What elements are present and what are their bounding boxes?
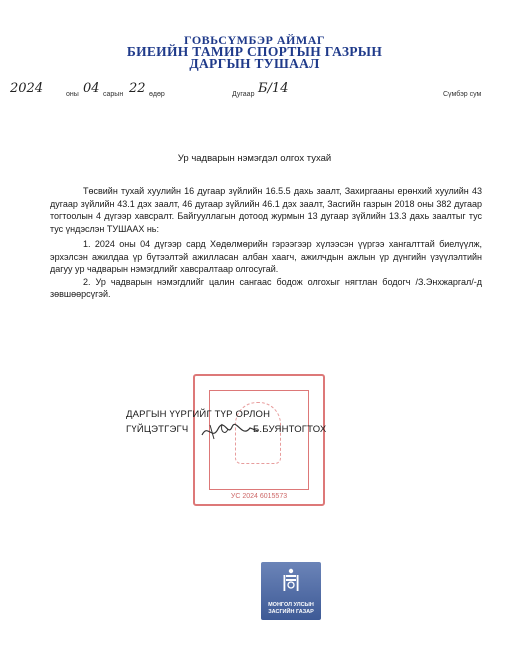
- document-title: Ур чадварын нэмэгдэл олгох тухай: [177, 153, 332, 164]
- stamp-number: УС 2024 6015573: [230, 493, 288, 500]
- meta-month-label: сарын: [103, 91, 124, 98]
- document-body: [50, 185, 482, 301]
- meta-place: Сүмбэр сум: [443, 91, 482, 98]
- header-aimag: ГОВЬСҮМБЭР АЙМАГ: [184, 33, 325, 47]
- meta-number-handwritten: Б/14: [258, 81, 289, 96]
- header-order-type: ДАРГЫН ТУШААЛ: [189, 56, 320, 71]
- meta-number-label: Дугаар: [232, 91, 255, 98]
- body-paragraph-basis: Төсвийн тухай хуулийн 16 дугаар зүйлийн 16.5.5 дахь заалт, Захиргааны ерөнхий хуулийн 43 дугаар зүйлийн 43.1 дэх заалт, 46 дугаар зүйлийн 46.1 дэх заалт, Засгийн газрын 2018 оны 382 дугаар тогтоолын 4 дүгээр хавсралт. Байгууллагын дотоод журмын 13 дугаар зүйлийн 13.3 дахь заалтыг тус тус үндэслэн ТУШААХ нь:: [50, 186, 482, 234]
- body-item-2: 2. Ур чадварын нэмэгдлийг цалин сангаас бодож олгохыг нягтлан бодогч /З.Энхжаргал/-д зөвшөөрсүгэй.: [50, 276, 482, 299]
- header-organization: БИЕИЙН ТАМИР СПОРТЫН ГАЗРЫН: [126, 44, 383, 59]
- signer-title-line2: ГҮЙЦЭТГЭГЧ: [126, 424, 189, 435]
- body-item-1: 1. 2024 оны 04 дүгээр сард Хөдөлмөрийн гэрээгээр хүлээсэн үүргээ хангалттай биелүүлж, эрхэлсэн ажилдаа үр бүтээлтэй ажилласан албан хаагч, ажилчдын ажлын үр дүнгийн үзүүлэлтийн дагуу ур чадварын нэмэгдлийг хавсралтаар олгосугай.: [50, 239, 482, 274]
- document-meta: [10, 83, 498, 101]
- signer-title-line1: ДАРГЫН ҮҮРГИЙГ ТҮР ОРЛОН: [126, 409, 271, 420]
- meta-day-label: өдөр: [149, 91, 165, 98]
- meta-day-handwritten: 22: [129, 81, 146, 96]
- soyombo-icon: [283, 568, 299, 592]
- government-logo: [261, 562, 321, 620]
- handwritten-signature-icon: [200, 419, 260, 443]
- signer-name: Б.БУЯНТОГТОХ: [253, 424, 327, 435]
- meta-year-label: оны: [66, 91, 79, 98]
- logo-text-line1: МОНГОЛ УЛСЫН: [268, 602, 314, 608]
- logo-text-line2: ЗАСГИЙН ГАЗАР: [268, 609, 314, 615]
- meta-month-handwritten: 04: [83, 81, 100, 96]
- meta-year-handwritten: 2024: [10, 81, 44, 96]
